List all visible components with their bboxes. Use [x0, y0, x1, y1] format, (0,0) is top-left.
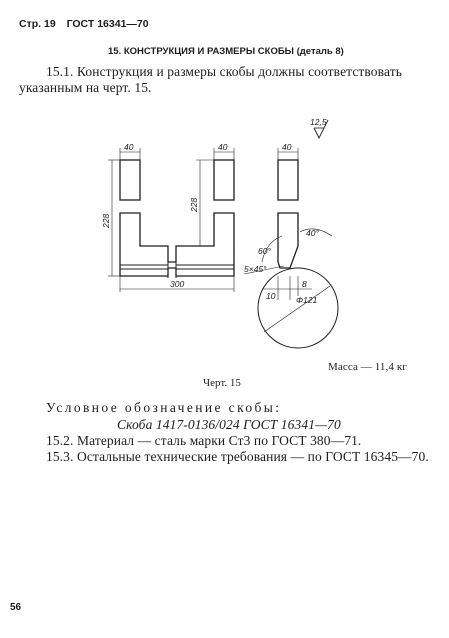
- paragraph-15-1-line2: указанным на черт. 15.: [19, 80, 152, 95]
- dim-height-left: 228: [101, 213, 111, 228]
- side-view: [244, 142, 338, 348]
- designation-label: Условное обозначение скобы:: [46, 400, 282, 415]
- dim-width-side: 40: [282, 142, 292, 152]
- front-view: [101, 142, 234, 292]
- dim-height-inner: 228: [189, 197, 199, 212]
- dim-10: 10: [266, 291, 276, 301]
- dim-angle-40: 40°: [306, 228, 319, 238]
- designation-value: Скоба 1417-0136/024 ГОСТ 16341—70: [117, 417, 341, 432]
- paragraph-15-2: 15.2. Материал — сталь марки Ст3 по ГОСТ 380—71.: [46, 433, 362, 448]
- footer-page-number: 56: [10, 602, 22, 613]
- dim-width-left: 40: [124, 142, 134, 152]
- dim-length: 300: [170, 279, 185, 289]
- roughness-value: 12,5: [310, 117, 327, 127]
- page-number-label: Стр. 19: [19, 18, 56, 30]
- dim-width-right: 40: [218, 142, 228, 152]
- dim-angle-60: 60°: [258, 246, 271, 256]
- standard-label: ГОСТ 16341—70: [66, 18, 149, 30]
- figure-caption: Черт. 15: [203, 377, 241, 389]
- dim-8: 8: [302, 279, 307, 289]
- paragraph-15-3: 15.3. Остальные технические требования — по ГОСТ 16345—70.: [46, 449, 429, 464]
- dim-diameter: Φ121: [296, 295, 318, 305]
- section-title: 15. КОНСТРУКЦИЯ И РАЗМЕРЫ СКОБЫ (деталь 8): [108, 46, 344, 57]
- mass-label: Масса — 11,4 кг: [328, 361, 407, 373]
- paragraph-15-1-line1: 15.1. Конструкция и размеры скобы должны соответствовать: [46, 64, 402, 79]
- roughness-symbol: [310, 117, 328, 138]
- dim-chamfer: 5×45°: [244, 264, 267, 274]
